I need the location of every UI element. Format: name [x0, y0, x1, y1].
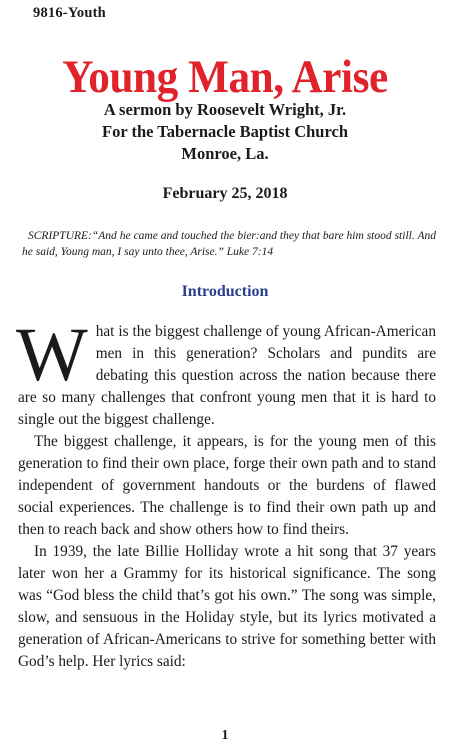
sermon-title: Young Man, Arise	[62, 51, 388, 103]
sermon-body	[16, 313, 436, 673]
scripture-quote: SCRIPTURE:“And he came and touched the bier:and they that bare him stood still. And he said, Young man, I say unto thee, Arise.” Luke 7:14	[22, 230, 436, 258]
document-code: 9816-Youth	[33, 5, 106, 21]
paragraph-2: The biggest challenge, it appears, is for the young men of this generation to find their own place, forge their own path and to stand independent of government handouts or the burdens of flawed social experiences. The challenge is to find their own path up and then to reach back and show others how to find theirs.	[18, 433, 436, 538]
page-number: 1	[221, 728, 229, 743]
byline-church: For the Tabernacle Baptist Church	[102, 122, 348, 141]
paragraph-3: In 1939, the late Billie Holliday wrote a hit song that 37 years later won her a Grammy for its historical significance. The song was “God bless the child that’s got his own.” The song was simple, slow, and sensuous in the Holiday style, but its lyrics motivated a generation of African-Americans to strive for something better with God’s help. Her lyrics said:	[18, 543, 436, 670]
drop-cap: W	[16, 313, 88, 397]
paragraph-1	[16, 313, 436, 431]
paragraph-1-text: hat is the biggest challenge of young African-American men in this generation? Scholars and pundits are debating this question across the nation because there are so many challenges that confront young men that it is hard to single out the biggest challenge.	[18, 323, 436, 428]
sermon-date: February 25, 2018	[162, 185, 288, 202]
byline-author: A sermon by Roosevelt Wright, Jr.	[103, 100, 347, 119]
byline-location: Monroe, La.	[181, 144, 269, 163]
section-heading-introduction: Introduction	[181, 283, 269, 300]
